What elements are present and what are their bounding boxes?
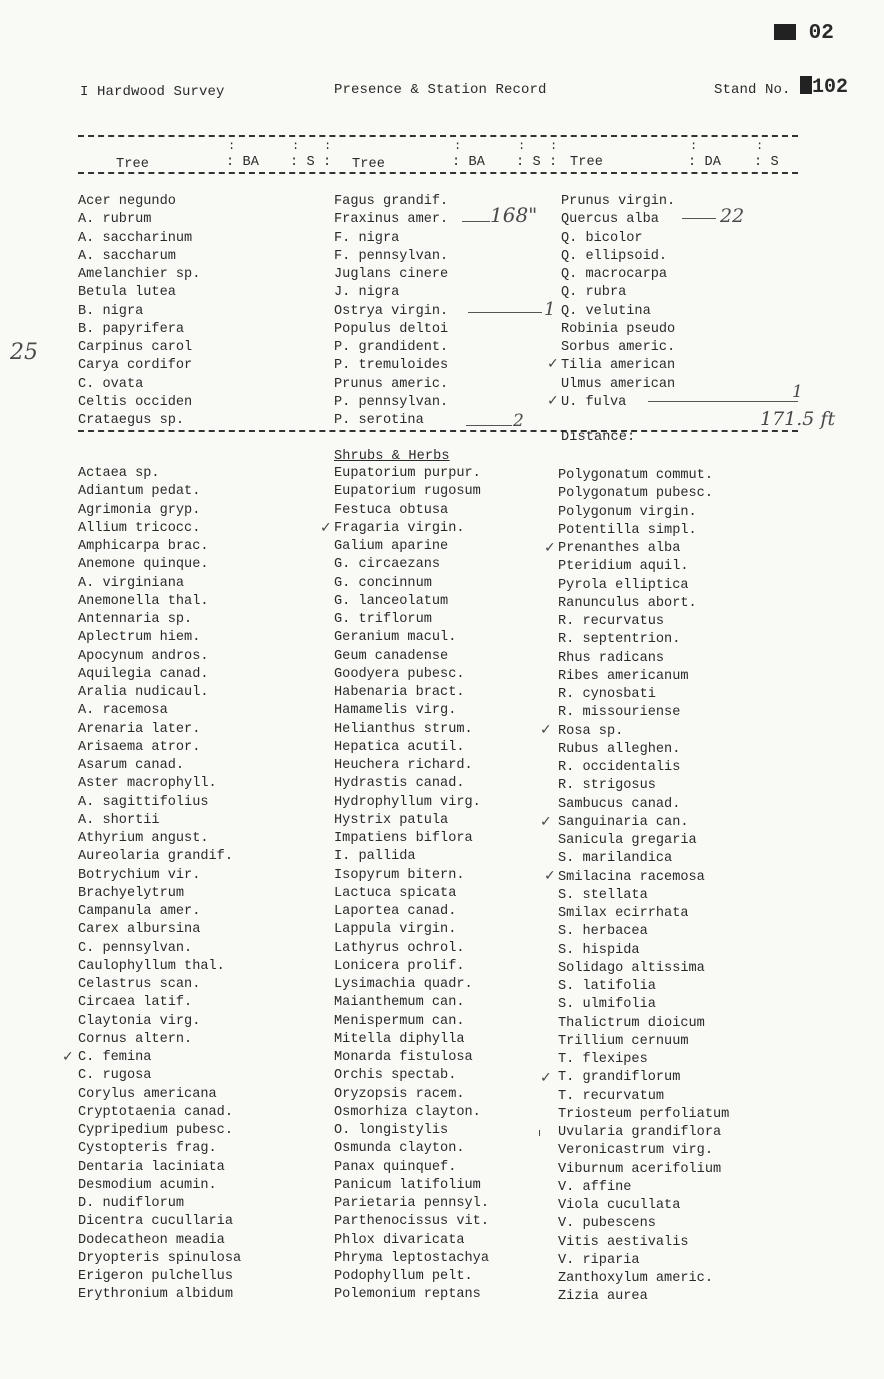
shrub-herb-species: Potentilla simpl.	[558, 522, 697, 538]
shrub-herb-species: Heuchera richard.	[334, 758, 473, 773]
tree-species: F. nigra	[334, 230, 400, 246]
col-header-s-3-text: S	[770, 155, 779, 170]
tree-species: P. serotina	[334, 413, 424, 428]
shrub-herb-species: R. recurvatus	[558, 614, 665, 629]
shrub-herb-species: Isopyrum bitern.	[334, 867, 465, 883]
shrub-herb-species: T. grandiflorum	[558, 1070, 681, 1086]
shrub-herb-species: R. septentrion.	[558, 632, 681, 648]
colon: :	[324, 139, 332, 153]
shrub-herb-species: Hydrophyllum virg.	[334, 794, 481, 810]
shrub-herb-species: Hystrix patula	[334, 812, 449, 828]
shrub-herb-species: Festuca obtusa	[334, 502, 449, 518]
colon: :	[550, 139, 558, 153]
col-header-tree-1: Tree	[116, 157, 150, 172]
check-mark-icon: ✓	[62, 1049, 74, 1065]
col-header-ba-2: : BA	[452, 155, 486, 170]
tree-species: Populus deltoi	[334, 321, 449, 337]
shrub-herb-species: Anemonella thal.	[78, 593, 209, 609]
tree-species: Fagus grandif.	[334, 194, 449, 209]
shrub-herb-species: Apocynum andros.	[78, 648, 209, 664]
shrub-herb-species: Zizia aurea	[558, 1289, 648, 1305]
shrub-herb-species: Antennaria sp.	[78, 612, 193, 627]
tree-species: Q. ellipsoid.	[561, 248, 668, 264]
tree-species: Tilia american	[561, 358, 676, 374]
shrub-herb-species: Pteridium aquil.	[558, 559, 689, 575]
shrub-herb-species: Vitis aestivalis	[558, 1234, 689, 1250]
shrub-herb-species: Eupatorium rugosum	[334, 484, 481, 500]
col-header-ba-2-text: BA	[468, 155, 486, 170]
shrub-herb-species: Arisaema atror.	[78, 739, 201, 755]
handwritten-ulmus-ba: 1	[792, 382, 803, 402]
shrub-herb-species: Lonicera prolif.	[334, 958, 465, 974]
colon: :	[690, 139, 698, 153]
shrub-herb-species: O. longistylis	[334, 1123, 449, 1138]
corner-number-text: 02	[808, 22, 834, 45]
tree-species: Carya cordifor	[78, 358, 193, 374]
shrub-herb-species: Osmunda clayton.	[334, 1141, 465, 1157]
col-header-s-2: : S :	[516, 155, 558, 170]
shrub-herb-species: Eupatorium purpur.	[334, 466, 481, 481]
tree-species: Sorbus americ.	[561, 340, 676, 355]
shrub-herb-species: Adiantum pedat.	[78, 484, 201, 500]
col-header-s-3: : S	[754, 155, 779, 170]
col-header-ba-1: : BA	[226, 155, 260, 170]
table-bottom-rule	[78, 430, 798, 432]
col-header-ba-1-text: BA	[242, 155, 260, 170]
tree-species: J. nigra	[334, 285, 400, 301]
tree-species: A. saccharum	[78, 248, 176, 264]
shrub-herb-species: Rosa sp.	[558, 723, 624, 739]
shrub-herb-species: Caulophyllum thal.	[78, 958, 225, 974]
shrub-herb-species: S. herbacea	[558, 924, 648, 940]
shrub-herb-species: Menispermum can.	[334, 1013, 465, 1029]
handwritten-margin-note: 25	[10, 340, 38, 365]
shrub-herb-species: Maianthemum can.	[334, 995, 465, 1011]
shrub-herb-species: Actaea sp.	[78, 466, 160, 481]
shrub-herb-species: Aquilegia canad.	[78, 666, 209, 682]
shrub-herb-species: Phryma leptostachya	[334, 1250, 489, 1266]
shrub-herb-species: Ribes americanum	[558, 668, 689, 684]
shrub-herb-species: Viburnum acerifolium	[558, 1161, 722, 1177]
shrub-herb-species: Laportea canad.	[334, 904, 457, 919]
handwritten-line	[462, 221, 490, 222]
shrubs-heading: Shrubs & Herbs	[334, 449, 450, 464]
col-header-ba-3-text: DA	[704, 155, 722, 170]
shrub-herb-species: Claytonia virg.	[78, 1013, 201, 1029]
shrubs-column-1	[78, 465, 241, 1305]
check-mark-icon: ✓	[544, 540, 556, 556]
shrub-herb-species: G. concinnum	[334, 575, 432, 591]
shrub-herb-species: Anemone quinque.	[78, 557, 209, 573]
shrub-herb-species: Hydrastis canad.	[334, 776, 465, 792]
handwritten-ostrya-ba: 1	[544, 299, 556, 320]
shrub-herb-species: Aster macrophyll.	[78, 776, 217, 792]
stand-redaction	[800, 76, 812, 94]
tree-species: A. rubrum	[78, 212, 152, 228]
tree-species: Robinia pseudo	[561, 321, 676, 337]
shrub-herb-species: R. missouriense	[558, 705, 681, 721]
shrub-herb-species: S. hispida	[558, 942, 640, 958]
shrub-herb-species: Rhus radicans	[558, 650, 665, 666]
tree-species: Prunus americ.	[334, 376, 449, 392]
shrub-herb-species: S. marilandica	[558, 851, 673, 867]
shrub-herb-species: Rubus alleghen.	[558, 741, 681, 757]
handwritten-line	[466, 425, 512, 426]
tree-species: Amelanchier sp.	[78, 267, 201, 282]
tree-species: Acer negundo	[78, 194, 176, 209]
shrub-herb-species: Corylus americana	[78, 1086, 217, 1102]
col-header-ba-3: : DA	[688, 155, 722, 170]
shrub-herb-species: Aralia nudicaul.	[78, 685, 209, 700]
handwritten-line	[682, 218, 716, 219]
shrub-herb-species: Geranium macul.	[334, 630, 457, 646]
shrub-herb-species: Oryzopsis racem.	[334, 1086, 465, 1102]
shrub-herb-species: Orchis spectab.	[334, 1068, 457, 1084]
shrub-herb-species: Cryptotaenia canad.	[78, 1104, 233, 1120]
check-mark-icon: ✓	[540, 814, 552, 830]
shrub-herb-species: Smilacina racemosa	[558, 869, 705, 885]
shrub-herb-species: A. sagittifolius	[78, 794, 209, 810]
shrub-herb-species: Agrimonia gryp.	[78, 502, 201, 518]
shrub-herb-species: S. latifolia	[558, 979, 656, 994]
shrub-herb-species: G. circaezans	[334, 557, 441, 573]
tree-species: Q. velutina	[561, 303, 651, 319]
handwritten-line	[468, 312, 542, 313]
shrub-herb-species: Lappula virgin.	[334, 922, 457, 938]
shrub-herb-species: Ranunculus abort.	[558, 595, 697, 611]
handwritten-line	[648, 401, 798, 402]
tree-species: Juglans cinere	[334, 267, 449, 282]
handwritten-distance: 171.5 ft	[760, 408, 836, 430]
shrub-herb-species: R. occidentalis	[558, 760, 681, 775]
shrub-herb-species: Veronicastrum virg.	[558, 1143, 713, 1159]
shrub-herb-species: I. pallida	[334, 849, 416, 865]
shrubs-column-3	[558, 467, 729, 1307]
tree-species: A. saccharinum	[78, 230, 193, 246]
shrub-herb-species: Sanicula gregaria	[558, 833, 697, 848]
shrubs-column-2	[334, 465, 489, 1305]
handwritten-serotina-ba: 2	[513, 411, 524, 431]
shrub-herb-species: Lactuca spicata	[334, 885, 457, 901]
check-mark-icon: ✓	[544, 868, 556, 884]
table-header-rule	[78, 172, 798, 174]
check-mark-icon: ✓	[547, 393, 559, 409]
check-mark-icon: ✓	[540, 722, 552, 738]
shrub-herb-species: Lathyrus ochrol.	[334, 940, 465, 956]
shrub-herb-species: C. rugosa	[78, 1068, 152, 1084]
tree-column-3	[561, 193, 675, 412]
shrub-herb-species: Parietaria pennsyl.	[334, 1196, 489, 1211]
handwritten-fraxinus-ba: 168"	[490, 203, 538, 227]
tree-species: U. fulva	[561, 394, 627, 410]
shrub-herb-species: Fragaria virgin.	[334, 520, 465, 536]
shrub-herb-species: Polemonium reptans	[334, 1287, 481, 1303]
shrub-herb-species: Pyrola elliptica	[558, 577, 689, 593]
shrub-herb-species: Polygonatum commut.	[558, 468, 713, 483]
tree-species: Betula lutea	[78, 285, 176, 301]
tree-species: B. papyrifera	[78, 321, 185, 337]
shrub-herb-species: Dryopteris spinulosa	[78, 1250, 242, 1266]
check-mark-icon: ✓	[320, 520, 332, 536]
colon: :	[518, 139, 526, 153]
shrub-herb-species: Lysimachia quadr.	[334, 977, 473, 992]
shrub-herb-species: Brachyelytrum	[78, 885, 185, 901]
shrub-herb-species: Carex albursina	[78, 922, 201, 938]
col-header-s-2-text: S	[532, 155, 541, 170]
tree-species: Fraxinus amer.	[334, 212, 449, 228]
tree-species: Quercus alba	[561, 212, 659, 228]
shrub-herb-species: Aureolaria grandif.	[78, 849, 233, 865]
check-mark-icon: ✓	[547, 356, 559, 372]
shrub-herb-species: Dodecatheon meadia	[78, 1232, 225, 1248]
shrub-herb-species: A. shortii	[78, 812, 160, 828]
shrub-herb-species: Prenanthes alba	[558, 541, 681, 556]
shrub-herb-species: Phlox divaricata	[334, 1232, 465, 1248]
col-header-tree-3: Tree	[570, 155, 604, 170]
shrub-herb-species: Helianthus strum.	[334, 721, 473, 737]
shrub-herb-species: A. virginiana	[78, 575, 185, 591]
shrub-herb-species: Thalictrum dioicum	[558, 1015, 705, 1031]
shrub-herb-species: C. femina	[78, 1050, 152, 1065]
tree-species: Prunus virgin.	[561, 194, 676, 209]
tick-mark-icon: ı	[538, 1126, 542, 1139]
shrub-herb-species: Impatiens biflora	[334, 831, 473, 846]
shrub-herb-species: Polygonatum pubesc.	[558, 486, 713, 502]
shrub-herb-species: Circaea latif.	[78, 995, 193, 1011]
colon: :	[228, 139, 236, 153]
redacted-mark	[774, 24, 796, 40]
shrub-herb-species: Uvularia grandiflora	[558, 1125, 722, 1140]
shrub-herb-species: Galium aparine	[334, 539, 449, 554]
colon: :	[292, 139, 300, 153]
shrub-herb-species: Viola cucullata	[558, 1198, 681, 1213]
shrub-herb-species: Hamamelis virg.	[334, 703, 457, 719]
shrub-herb-species: Smilax ecirrhata	[558, 906, 689, 921]
shrub-herb-species: Botrychium vir.	[78, 867, 201, 883]
shrub-herb-species: Mitella diphylla	[334, 1031, 465, 1047]
shrub-herb-species: C. pennsylvan.	[78, 940, 193, 956]
shrub-herb-species: Habenaria bract.	[334, 685, 465, 700]
tree-species: B. nigra	[78, 303, 144, 319]
shrub-herb-species: Celastrus scan.	[78, 977, 201, 992]
shrub-herb-species: Polygonum virgin.	[558, 504, 697, 520]
tree-species: Q. macrocarpa	[561, 267, 668, 282]
corner-number	[774, 22, 834, 45]
table-top-rule	[78, 135, 798, 137]
tree-column-2	[334, 193, 448, 430]
shrub-herb-species: Erigeron pulchellus	[78, 1269, 233, 1284]
tree-species: Q. rubra	[561, 285, 627, 301]
shrub-herb-species: Asarum canad.	[78, 758, 185, 773]
tree-species: C. ovata	[78, 376, 144, 392]
tree-species: P. tremuloides	[334, 358, 449, 374]
shrub-herb-species: Athyrium angust.	[78, 831, 209, 846]
shrub-herb-species: G. triflorum	[334, 612, 432, 627]
stand-label: Stand No.	[714, 82, 791, 98]
shrub-herb-species: Campanula amer.	[78, 904, 201, 919]
shrub-herb-species: Goodyera pubesc.	[334, 666, 465, 682]
shrub-herb-species: S. stellata	[558, 887, 648, 903]
shrub-herb-species: Amphicarpa brac.	[78, 539, 209, 554]
stand-number-text: 102	[812, 76, 849, 99]
shrub-herb-species: G. lanceolatum	[334, 593, 449, 609]
shrub-herb-species: Sambucus canad.	[558, 796, 681, 812]
shrub-herb-species: R. strigosus	[558, 778, 656, 794]
shrub-herb-species: Desmodium acumin.	[78, 1177, 217, 1193]
tree-species: Crataegus sp.	[78, 413, 185, 428]
shrub-herb-species: Allium tricocc.	[78, 520, 201, 536]
shrub-herb-species: Cypripedium pubesc.	[78, 1123, 233, 1138]
record-title: Presence & Station Record	[334, 82, 547, 98]
shrub-herb-species: Erythronium albidum	[78, 1287, 233, 1303]
shrub-herb-species: Solidago altissima	[558, 960, 705, 976]
shrub-herb-species: Podophyllum pelt.	[334, 1269, 473, 1284]
shrub-herb-species: Cornus altern.	[78, 1031, 193, 1047]
shrub-herb-species: Dicentra cucullaria	[78, 1214, 233, 1230]
tree-species: P. pennsylvan.	[334, 394, 449, 410]
shrub-herb-species: V. riparia	[558, 1252, 640, 1268]
check-mark-icon: ✓	[540, 1070, 552, 1086]
shrub-herb-species: Panax quinquef.	[334, 1159, 457, 1175]
shrub-herb-species: Zanthoxylum americ.	[558, 1271, 713, 1286]
shrub-herb-species: V. affine	[558, 1179, 632, 1195]
shrub-herb-species: T. recurvatum	[558, 1088, 665, 1104]
col-header-s-1-text: S	[306, 155, 315, 170]
handwritten-quercus-ba: 22	[720, 205, 745, 227]
shrub-herb-species: Trillium cernuum	[558, 1033, 689, 1049]
shrub-herb-species: Monarda fistulosa	[334, 1050, 473, 1065]
shrub-herb-species: S. ulmifolia	[558, 997, 656, 1013]
shrub-herb-species: Geum canadense	[334, 648, 449, 664]
survey-title: I Hardwood Survey	[80, 84, 225, 100]
shrub-herb-species: Parthenocissus vit.	[334, 1214, 489, 1230]
shrub-herb-species: A. racemosa	[78, 703, 168, 719]
shrub-herb-species: Dentaria laciniata	[78, 1159, 225, 1175]
tree-species: Q. bicolor	[561, 230, 643, 246]
colon: :	[756, 139, 764, 153]
tree-species: P. grandident.	[334, 340, 449, 355]
shrub-herb-species: V. pubescens	[558, 1216, 656, 1232]
shrub-herb-species: Panicum latifolium	[334, 1177, 481, 1193]
shrub-herb-species: Aplectrum hiem.	[78, 630, 201, 646]
tree-column-1	[78, 193, 200, 430]
shrub-herb-species: Cystopteris frag.	[78, 1141, 217, 1157]
shrub-herb-species: Osmorhiza clayton.	[334, 1104, 481, 1120]
shrub-herb-species: R. cynosbati	[558, 687, 656, 702]
stand-number	[800, 76, 848, 99]
tree-species: F. pennsylvan.	[334, 248, 449, 264]
tree-species: Ulmus american	[561, 376, 676, 392]
colon: :	[454, 139, 462, 153]
shrub-herb-species: Triosteum perfoliatum	[558, 1106, 730, 1122]
tree-species: Celtis occiden	[78, 394, 193, 410]
shrub-herb-species: D. nudiflorum	[78, 1196, 185, 1211]
distance-label: Distance:	[561, 430, 636, 445]
col-header-s-1: : S :	[290, 155, 332, 170]
shrub-herb-species: Sanguinaria can.	[558, 814, 689, 830]
tree-species: Carpinus carol	[78, 340, 193, 355]
shrub-herb-species: T. flexipes	[558, 1052, 648, 1067]
col-header-tree-2: Tree	[352, 157, 386, 172]
tree-species: Ostrya virgin.	[334, 303, 449, 319]
shrub-herb-species: Arenaria later.	[78, 721, 201, 737]
shrub-herb-species: Hepatica acutil.	[334, 739, 465, 755]
